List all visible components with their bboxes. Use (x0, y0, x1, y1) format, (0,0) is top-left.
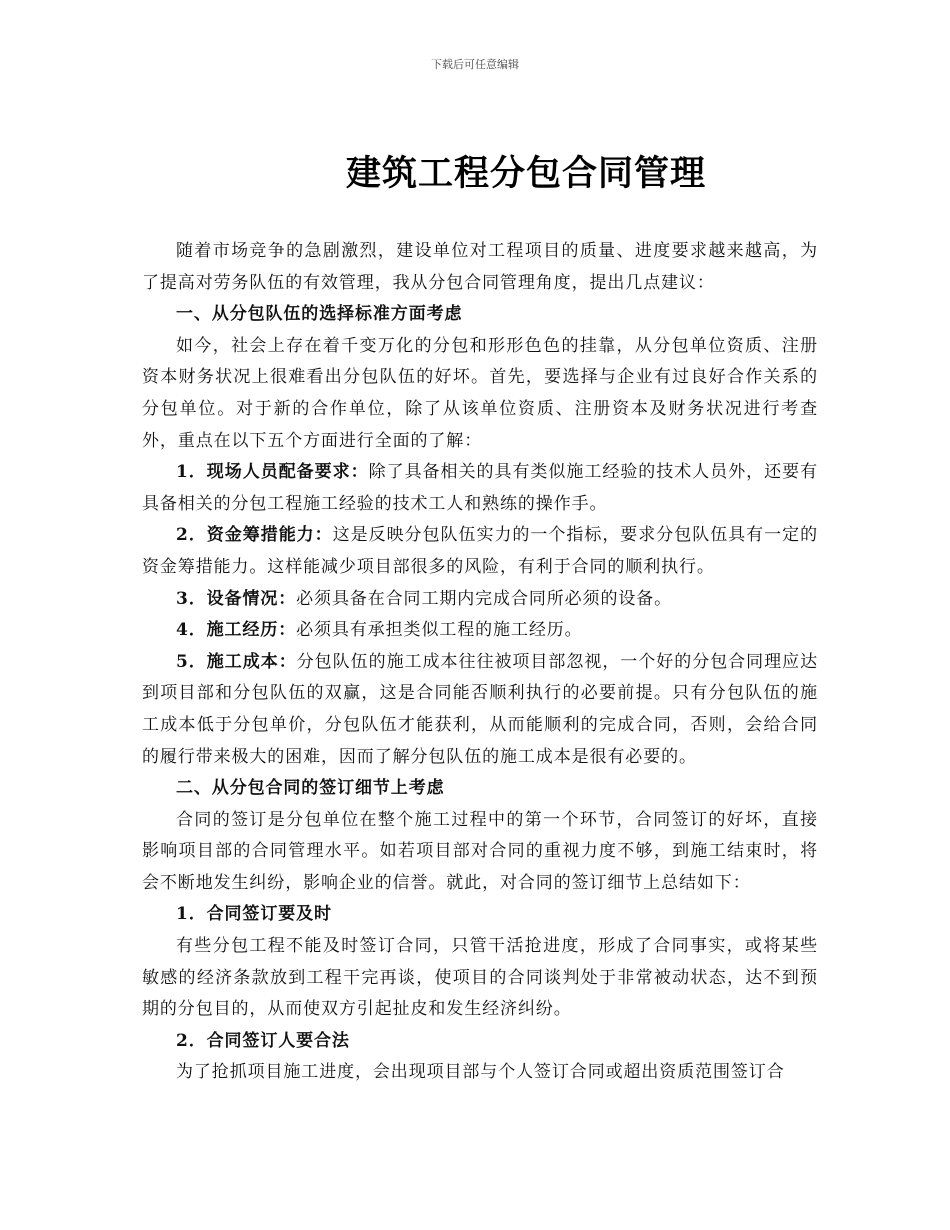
subsection-1-paragraph: 有些分包工程不能及时签订合同，只管干活抢进度，形成了合同事实，或将某些敏感的经济条款放到工程干完再谈，使项目的合同谈判处于非常被动状态，达不到预期的分包目的，从而使双方引起扯皮和发生经济纠纷。 (142, 936, 818, 1020)
intro-paragraph: 随着市场竞争的急剧激烈，建设单位对工程项目的质量、进度要求越来越高，为了提高对劳务队伍的有效管理，我从分包合同管理角度，提出几点建议： (142, 241, 818, 293)
list-item-text: 必须具备在合同工期内完成合同所必须的设备。 (296, 588, 673, 609)
document-title: 建筑工程分包合同管理 (346, 153, 707, 194)
subsection-2-heading: 2．合同签订人要合法 (176, 1030, 350, 1051)
list-item-text: 分包队伍的施工成本往往被项目部忽视，一个好的分包合同理应达到项目部和分包队伍的双赢，这是合同能否顺利执行的必要前提。只有分包队伍的施工成本低于分包单价，分包队伍才能获利，从而能顺利的完成合同，否则，会给合同的履行带来极大的困难，因而了解分包队伍的施工成本是很有必要的。 (142, 651, 818, 767)
section-1-heading: 一、从分包队伍的选择标准方面考虑 (176, 304, 463, 325)
subsection-2-paragraph: 为了抢抓项目施工进度，会出现项目部与个人签订合同或超出资质范围签订合 (176, 1062, 785, 1083)
section-2-paragraph: 合同的签订是分包单位在整个施工过程中的第一个环节，合同签订的好坏，直接影响项目部的合同管理水平。如若项目部对合同的重视力度不够，到施工结束时，将会不断地发生纠纷，影响企业的信誉。就此，对合同的签订细节上总结如下： (142, 809, 818, 893)
subsection-1-heading: 1．合同签订要及时 (176, 904, 332, 925)
list-item (142, 615, 818, 647)
document-body (142, 236, 818, 1089)
list-item (142, 457, 818, 520)
list-item (142, 647, 818, 773)
section-2-heading: 二、从分包合同的签订细节上考虑 (176, 778, 445, 799)
list-item-label: 5．施工成本： (176, 651, 297, 672)
list-item (142, 520, 818, 583)
section-1-paragraph: 如今，社会上存在着千变万化的分包和形形色色的挂靠，从分包单位资质、注册资本财务状况上很难看出分包队伍的好坏。首先，要选择与企业有过良好合作关系的分包单位。对于新的合作单位，除了从该单位资质、注册资本及财务状况进行考查外，重点在以下五个方面进行全面的了解： (142, 335, 818, 451)
list-item-text: 必须具有承担类似工程的施工经历。 (296, 620, 583, 641)
list-item-label: 3．设备情况： (176, 588, 297, 609)
list-item-text: 除了具备相关的具有类似施工经验的技术人员外，还要有具备相关的分包工程施工经验的技术工人和熟练的操作手。 (142, 462, 819, 514)
list-item-label: 4．施工经历： (176, 620, 297, 641)
list-item-label: 2．资金筹措能力： (176, 525, 333, 546)
page-header: 下载后可任意编辑 (431, 58, 519, 71)
list-item-label: 1．现场人员配备要求： (176, 462, 369, 483)
list-item (142, 584, 818, 616)
list-item-text: 这是反映分包队伍实力的一个指标，要求分包队伍具有一定的资金筹措能力。这样能减少项目部很多的风险，有利于合同的顺利执行。 (142, 525, 818, 577)
